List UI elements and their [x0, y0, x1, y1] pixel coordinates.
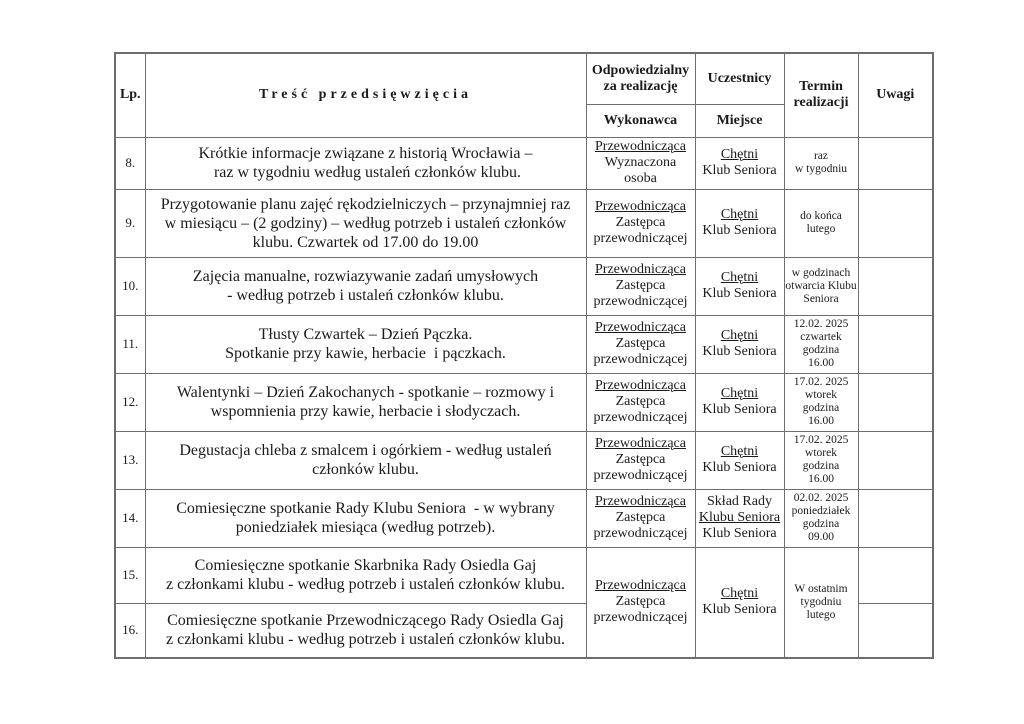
activity-description-line: Comiesięczne spotkanie Rady Klubu Seniora - w wybrany [176, 500, 555, 517]
responsible-person-line: Przewodnicząca [595, 494, 686, 509]
responsible-person-line: Zastępca [615, 452, 666, 467]
activity-description-line: z członkami klubu - według potrzeb i ustaleń członków klubu. [165, 631, 565, 649]
row-number: 13. [115, 431, 145, 489]
header-row-top [115, 53, 933, 104]
table-row [115, 431, 933, 489]
deadline-line: 09.00 [808, 531, 834, 543]
remarks-cell [858, 189, 933, 257]
activity-description-line: w miesiącu – (2 godziny) – według potrzeb i ustaleń członków [164, 214, 567, 232]
activity-description-line: raz w tygodniu według ustaleń członków klubu. [209, 164, 522, 181]
activity-description [145, 315, 586, 373]
header-uczestnicy: Uczestnicy [695, 53, 784, 104]
header-wykonawca: Wykonawca [586, 104, 695, 137]
participants-place-line: Chętni [720, 270, 759, 285]
header-miejsce: Miejsce [695, 104, 784, 137]
responsible-person-line: Zastępca [615, 594, 666, 610]
participants-place-line: Chętni [720, 147, 759, 162]
remarks-cell [858, 431, 933, 489]
deadline-line: w tygodniu [794, 163, 848, 175]
deadline [784, 137, 858, 189]
header-odpowiedzialny-line1: Odpowiedzialny [591, 62, 690, 78]
row-number: 9. [115, 189, 145, 257]
deadline-line: czwartek [800, 331, 842, 343]
responsible-person-line: Zastępca [615, 336, 666, 351]
row-number: 12. [115, 373, 145, 431]
header-uwagi: Uwagi [858, 53, 933, 137]
activity-description-line: Zajęcia manualne, rozwiazywanie zadań umysłowych [192, 268, 539, 285]
responsible-person [586, 373, 695, 431]
participants-place-line: Chętni [720, 386, 759, 401]
remarks-cell [858, 373, 933, 431]
participants-place-line: Klub Seniora [702, 460, 777, 475]
participants-place-line: Chętni [720, 328, 759, 343]
deadline [784, 257, 858, 315]
participants-place [695, 547, 784, 658]
activity-description-line: poniedziałek miesiąca (według potrzeb). [235, 519, 496, 536]
responsible-person-line: Przewodnicząca [595, 139, 686, 154]
responsible-person-line: Przewodnicząca [595, 578, 686, 594]
participants-place [695, 373, 784, 431]
activity-description-line: Degustacja chleba z smalcem i ogórkiem - według ustaleń [179, 442, 552, 459]
deadline-line: Seniora [803, 292, 839, 305]
responsible-person-line: Wyznaczona [604, 155, 677, 170]
responsible-person-line: Zastępca [615, 215, 666, 230]
responsible-person-line: przewodniczącej [593, 352, 688, 367]
participants-place [695, 189, 784, 257]
header-termin [784, 53, 858, 137]
deadline-line: godzina [802, 402, 840, 414]
remarks-cell [858, 603, 933, 658]
row-number: 10. [115, 257, 145, 315]
deadline-line: godzina [802, 460, 840, 472]
responsible-person-line: osoba [624, 171, 657, 186]
deadline [784, 547, 858, 658]
row-number: 16. [115, 603, 145, 658]
header-odpowiedzialny-line2: za realizację [603, 78, 678, 94]
activity-description-line: Spotkanie przy kawie, herbacie i pączkach. [225, 345, 506, 362]
deadline [784, 489, 858, 547]
participants-place [695, 257, 784, 315]
deadline-line: wtorek [805, 389, 837, 401]
participants-place-line: Klubu Seniora [698, 510, 781, 525]
activity-description [145, 373, 586, 431]
header-termin-line2: realizacji [793, 95, 849, 111]
remarks-cell [858, 137, 933, 189]
row-number: 8. [115, 137, 145, 189]
participants-place-line: Chętni [720, 586, 759, 602]
participants-place [695, 137, 784, 189]
table-row [115, 257, 933, 315]
table-row [115, 189, 933, 257]
participants-place [695, 431, 784, 489]
activity-description-line: z członkami klubu - według potrzeb i ustaleń członków klubu. [165, 576, 565, 593]
deadline-line: otwarcia Klubu [785, 279, 857, 292]
activity-description-line: Walentynki – Dzień Zakochanych - spotkanie – rozmowy i [176, 384, 555, 401]
table-row [115, 547, 933, 603]
activity-description [145, 489, 586, 547]
header-odpowiedzialny [586, 53, 695, 104]
activity-description-line: Krótkie informacje związane z historią Wrocławia – [198, 145, 533, 162]
activity-description [145, 189, 586, 257]
responsible-person [586, 189, 695, 257]
deadline-line: w godzinach [791, 266, 851, 279]
activity-description-line: klubu. Czwartek od 17.00 do 19.00 [252, 233, 479, 251]
activity-description [145, 603, 586, 658]
responsible-person-line: Zastępca [615, 278, 666, 293]
deadline [784, 189, 858, 257]
responsible-person-line: Przewodnicząca [595, 378, 686, 393]
deadline-line: 12.02. 2025 [793, 318, 849, 330]
activity-description [145, 137, 586, 189]
deadline-line: 02.02. 2025 [793, 492, 849, 504]
deadline-line: godzina [802, 518, 840, 530]
participants-place [695, 489, 784, 547]
header-tresc: Treść przedsięwzięcia [145, 53, 586, 137]
deadline-line: 16.00 [808, 473, 834, 485]
remarks-cell [858, 315, 933, 373]
participants-place-line: Chętni [720, 207, 759, 222]
activity-description-line: Przygotowanie planu zajęć rękodzielniczych – przynajmniej raz [160, 195, 571, 213]
responsible-person-line: przewodniczącej [593, 294, 688, 309]
header-lp: Lp. [115, 53, 145, 137]
table-row [115, 489, 933, 547]
responsible-person-line: Przewodnicząca [595, 320, 686, 335]
activity-description [145, 257, 586, 315]
remarks-cell [858, 257, 933, 315]
deadline-line: lutego [806, 608, 836, 621]
responsible-person-line: przewodniczącej [593, 526, 688, 541]
responsible-person-line: przewodniczącej [593, 468, 688, 483]
deadline-line: godzina [802, 344, 840, 356]
responsible-person-line: Zastępca [615, 510, 666, 525]
deadline-line: 16.00 [808, 357, 834, 369]
deadline-line: 17.02. 2025 [793, 434, 849, 446]
participants-place-line: Klub Seniora [702, 344, 777, 359]
participants-place-line: Klub Seniora [702, 223, 777, 238]
participants-place-line: Chętni [720, 444, 759, 459]
responsible-person-line: Przewodnicząca [595, 262, 686, 277]
activity-description-line: - według potrzeb i ustaleń członków klubu. [227, 287, 504, 304]
participants-place-line: Skład Rady [707, 494, 772, 509]
deadline [784, 315, 858, 373]
deadline [784, 373, 858, 431]
responsible-person-line: Przewodnicząca [595, 436, 686, 451]
participants-place-line: Klub Seniora [702, 402, 777, 417]
responsible-person-line: przewodniczącej [593, 610, 688, 626]
responsible-person-line: Zastępca [615, 394, 666, 409]
activity-description [145, 431, 586, 489]
deadline-line: poniedziałek [791, 505, 851, 517]
activity-description-line: Tłusty Czwartek – Dzień Pączka. [258, 326, 473, 343]
header-termin-line1: Termin [799, 79, 843, 95]
deadline-line: lutego [806, 223, 836, 235]
deadline-line: 16.00 [808, 415, 834, 427]
activity-description-line: członków klubu. [312, 461, 419, 478]
activity-plan-table [114, 52, 934, 659]
deadline-line: tygodniu [800, 595, 842, 608]
activity-description-line: wspomnienia przy kawie, herbacie i słodyczach. [210, 403, 521, 420]
activity-description-line: Comiesięczne spotkanie Skarbnika Rady Osiedla Gaj [194, 557, 537, 574]
responsible-person [586, 489, 695, 547]
deadline-line: wtorek [805, 447, 837, 459]
row-number: 11. [115, 315, 145, 373]
participants-place-line: Klub Seniora [702, 602, 777, 618]
responsible-person [586, 547, 695, 658]
activity-description-line: Comiesięczne spotkanie Przewodniczącego Rady Osiedla Gaj [167, 612, 564, 630]
deadline-line: W ostatnim [794, 582, 848, 595]
participants-place-line: Klub Seniora [702, 286, 777, 301]
participants-place-line: Klub Seniora [702, 163, 777, 178]
participants-place [695, 315, 784, 373]
deadline-line: 17.02. 2025 [793, 376, 849, 388]
responsible-person [586, 257, 695, 315]
table-row [115, 315, 933, 373]
responsible-person [586, 431, 695, 489]
remarks-cell [858, 489, 933, 547]
responsible-person-line: przewodniczącej [593, 231, 688, 246]
responsible-person [586, 137, 695, 189]
responsible-person [586, 315, 695, 373]
table-row [115, 137, 933, 189]
responsible-person-line: Przewodnicząca [595, 199, 686, 214]
row-number: 14. [115, 489, 145, 547]
deadline-line: raz [813, 150, 829, 162]
remarks-cell [858, 547, 933, 603]
table-body [115, 137, 933, 658]
participants-place-line: Klub Seniora [702, 526, 777, 541]
deadline [784, 431, 858, 489]
row-number: 15. [115, 547, 145, 603]
deadline-line: do końca [800, 210, 842, 222]
responsible-person-line: przewodniczącej [593, 410, 688, 425]
table-row [115, 373, 933, 431]
activity-description [145, 547, 586, 603]
